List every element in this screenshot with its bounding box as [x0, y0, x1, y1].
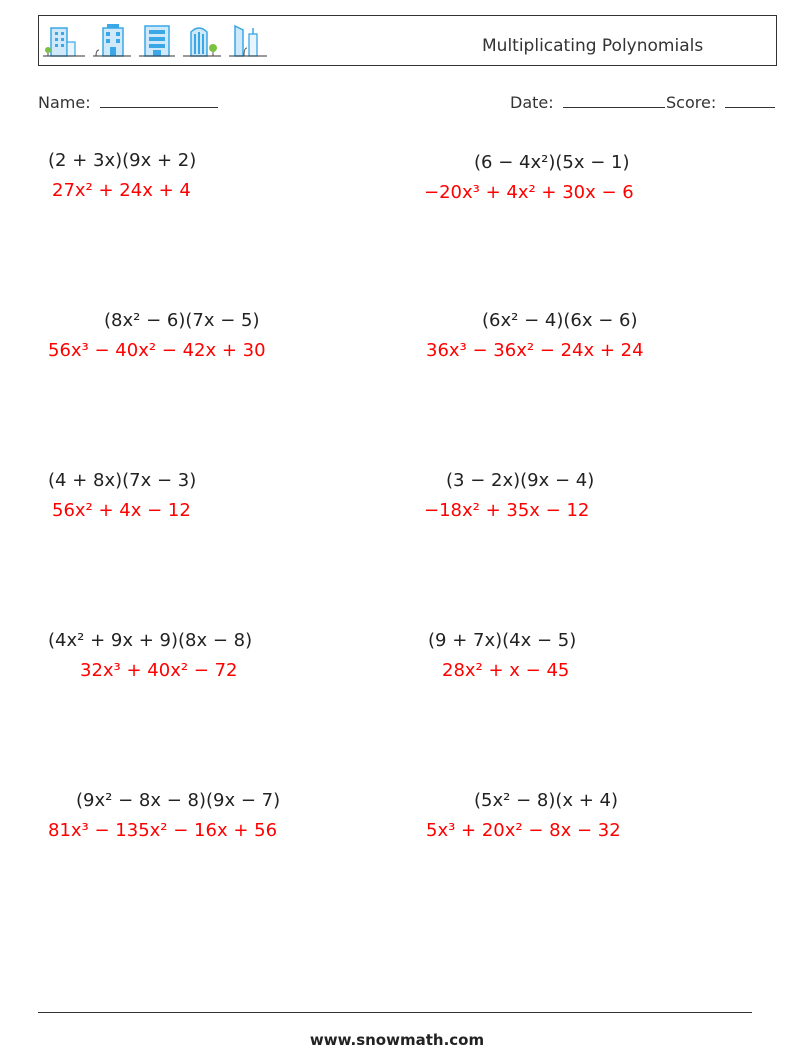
problem-9-question: (9x² − 8x − 8)(9x − 7)	[76, 790, 281, 811]
problem-8-answer: 28x² + x − 45	[442, 660, 570, 681]
city-towers-icon	[229, 22, 267, 58]
problem-3-question: (8x² − 6)(7x − 5)	[104, 310, 260, 331]
score-field	[666, 93, 775, 112]
problem-6-answer: −18x² + 35x − 12	[424, 500, 590, 521]
worksheet-title: Multiplicating Polynomials	[482, 36, 704, 56]
problem-5-answer: 56x² + 4x − 12	[52, 500, 191, 521]
name-blank[interactable]	[100, 93, 218, 108]
problem-5-question: (4 + 8x)(7x − 3)	[48, 470, 197, 491]
worksheet-header	[38, 15, 777, 66]
problem-7-question: (4x² + 9x + 9)(8x − 8)	[48, 630, 253, 651]
problem-10-question: (5x² − 8)(x + 4)	[474, 790, 619, 811]
date-blank[interactable]	[563, 93, 665, 108]
score-blank[interactable]	[725, 93, 775, 108]
problem-6-question: (3 − 2x)(9x − 4)	[446, 470, 595, 491]
problem-4-question: (6x² − 4)(6x − 6)	[482, 310, 638, 331]
apartment-building-icon	[93, 22, 131, 58]
office-building-icon	[43, 22, 85, 58]
problem-7-answer: 32x³ + 40x² − 72	[80, 660, 238, 681]
problem-9-answer: 81x³ − 135x² − 16x + 56	[48, 820, 278, 841]
score-label: Score:	[666, 93, 717, 112]
problem-10-answer: 5x³ + 20x² − 8x − 32	[426, 820, 621, 841]
name-field	[38, 93, 218, 112]
skyscraper-icon	[183, 22, 221, 58]
tower-building-icon	[139, 22, 175, 58]
problem-4-answer: 36x³ − 36x² − 24x + 24	[426, 340, 644, 361]
date-label: Date:	[510, 93, 554, 112]
footer-divider	[38, 1012, 752, 1013]
problem-1-question: (2 + 3x)(9x + 2)	[48, 150, 197, 171]
problem-2-question: (6 − 4x²)(5x − 1)	[474, 152, 630, 173]
date-field	[510, 93, 665, 112]
problem-3-answer: 56x³ − 40x² − 42x + 30	[48, 340, 266, 361]
problem-1-answer: 27x² + 24x + 4	[52, 180, 191, 201]
footer-url[interactable]: www.snowmath.com	[309, 1031, 485, 1049]
name-label: Name:	[38, 93, 91, 112]
problem-8-question: (9 + 7x)(4x − 5)	[428, 630, 577, 651]
problem-2-answer: −20x³ + 4x² + 30x − 6	[424, 182, 634, 203]
